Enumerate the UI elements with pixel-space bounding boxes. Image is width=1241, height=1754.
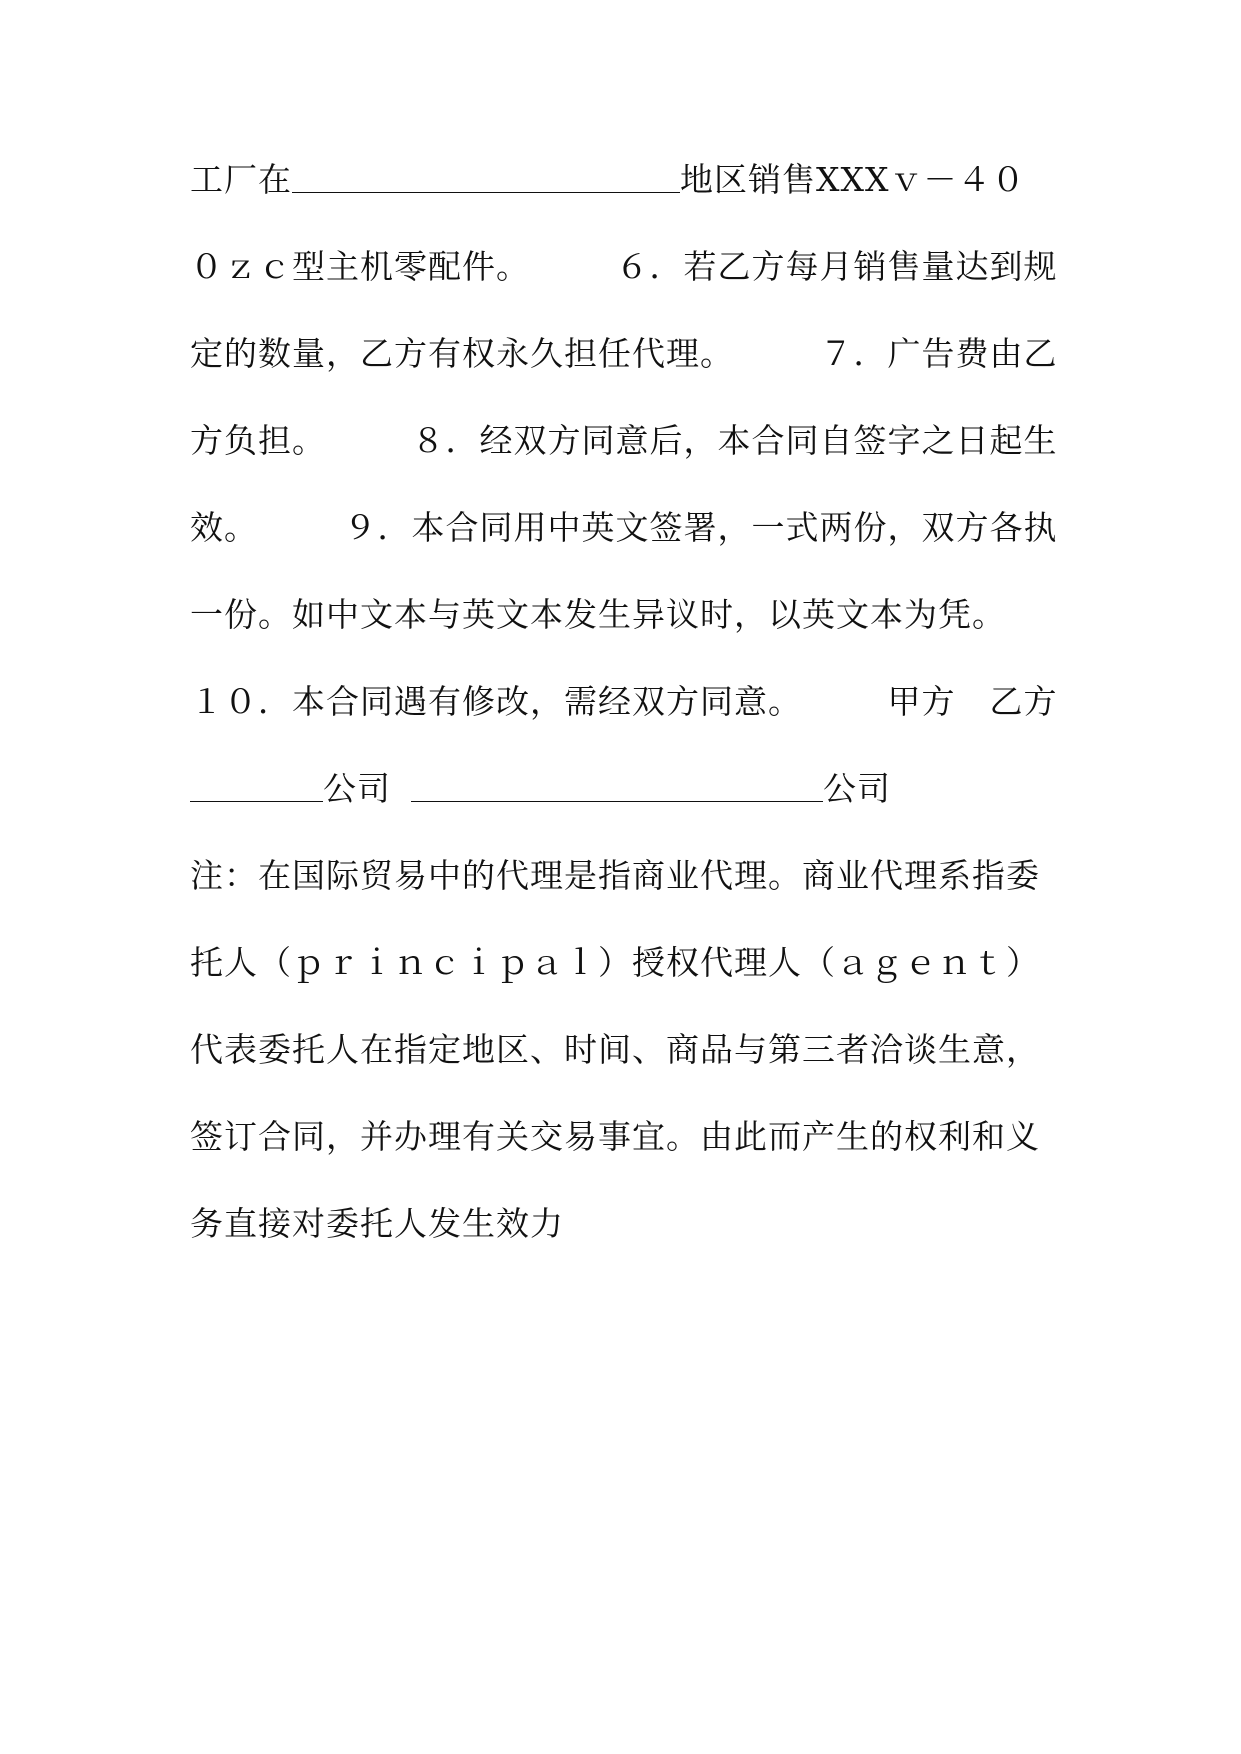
region-blank (292, 150, 680, 193)
text-line-11: 代表委托人在指定地区、时间、商品与第三者洽谈生意， (190, 1030, 1040, 1069)
signature-line (190, 759, 1070, 819)
line-1-prefix: 工厂在 (190, 160, 292, 199)
party-a-company-label: 公司 (323, 769, 391, 808)
text-line-3: 定的数量，乙方有权永久担任代理。 ７．广告费由乙 (190, 334, 1058, 373)
text-line-10: 托人（ｐｒｉｎｃｉｐａｌ）授权代理人（ａｇｅｎｔ） (190, 943, 1040, 982)
party-b-company-blank (411, 759, 823, 802)
line-1-suffix: 地区销售XXXｖ－４０ (680, 160, 1026, 199)
party-a-company-blank (190, 759, 323, 802)
party-b-company-label: 公司 (823, 769, 891, 808)
text-line-12: 签订合同，并办理有关交易事宜。由此而产生的权利和义 (190, 1117, 1040, 1156)
text-line-9: 注：在国际贸易中的代理是指商业代理。商业代理系指委 (190, 856, 1040, 895)
text-line-1 (190, 150, 1070, 210)
text-line-13: 务直接对委托人发生效力 (190, 1204, 564, 1243)
text-line-4: 方负担。 ８．经双方同意后，本合同自签字之日起生 (190, 421, 1058, 460)
text-line-6: 一份。如中文本与英文本发生异议时，以英文本为凭。 (190, 595, 1006, 634)
text-line-7: １０．本合同遇有修改，需经双方同意。 甲方 乙方 (190, 682, 1058, 721)
text-line-2: ０ｚｃ型主机零配件。 ６．若乙方每月销售量达到规 (190, 247, 1058, 286)
text-line-5: 效。 ９．本合同用中英文签署，一式两份，双方各执 (190, 508, 1058, 547)
